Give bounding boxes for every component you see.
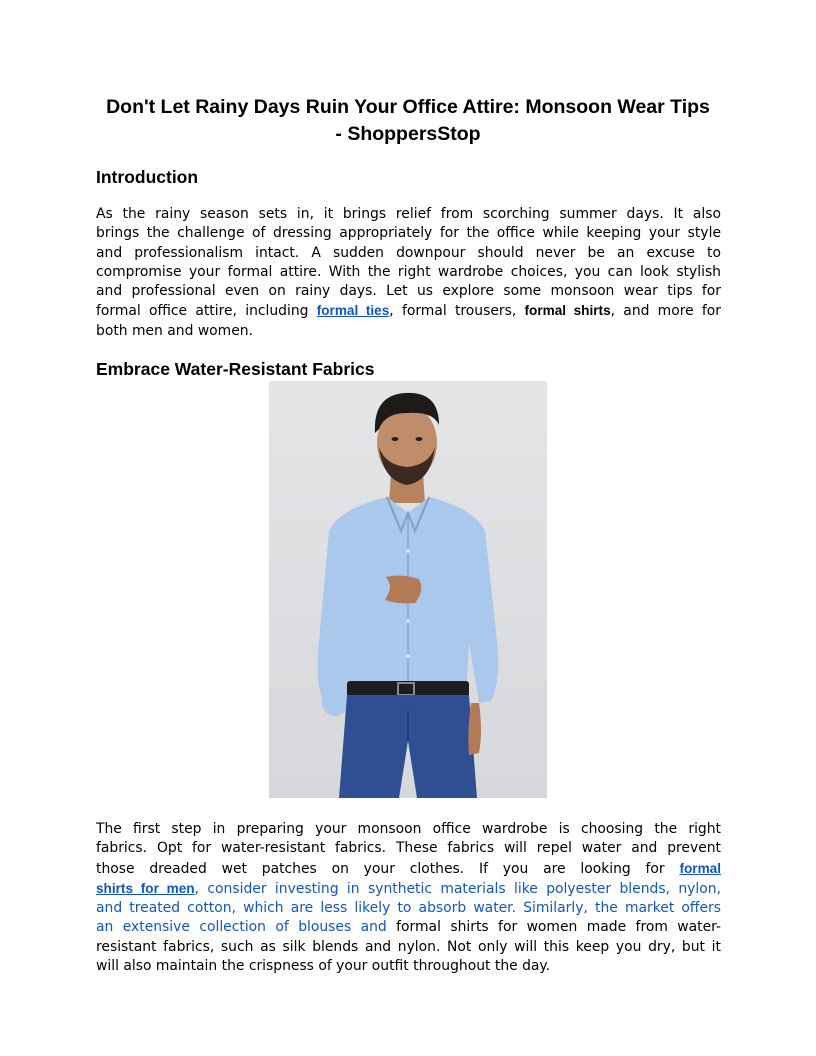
title-line-1: Don't Let Rainy Days Ruin Your Office Attire: Monsoon Wear Tips bbox=[106, 96, 710, 118]
body-text-blue: an extensive collection of blouses and bbox=[96, 919, 397, 936]
intro-line: and professional even on rainy days. Let us explore some monsoon wear tips for bbox=[96, 283, 721, 300]
body-line: will also maintain the crispness of your outfit throughout the day. bbox=[96, 958, 551, 975]
formal-shirts-for-men-link-cont[interactable]: shirts for men bbox=[96, 880, 195, 896]
intro-text: , and more for bbox=[610, 303, 721, 320]
body-line bbox=[96, 918, 721, 937]
body-text-blue: , consider investing in synthetic materials like polyester blends, nylon, bbox=[194, 880, 721, 897]
formal-ties-link[interactable]: formal ties bbox=[316, 303, 390, 319]
intro-line: brings the challenge of dressing appropriately for the office while keeping your style bbox=[96, 225, 721, 242]
formal-shirts-bold: formal shirts bbox=[524, 303, 611, 319]
intro-line: and professionalism intact. A sudden downpour should never be an excuse to bbox=[96, 244, 721, 261]
model-illustration bbox=[269, 381, 547, 798]
intro-heading: Introduction bbox=[96, 167, 199, 187]
body-paragraph bbox=[96, 820, 721, 976]
body-line bbox=[96, 859, 721, 879]
intro-text: , formal trousers, bbox=[389, 303, 525, 320]
page-title bbox=[96, 94, 720, 148]
formal-shirts-for-men-link[interactable]: formal bbox=[679, 860, 721, 876]
title-line-2: - ShoppersStop bbox=[335, 123, 481, 145]
product-photo bbox=[269, 381, 547, 798]
intro-line: both men and women. bbox=[96, 322, 253, 339]
intro-text: formal office attire, including bbox=[96, 303, 317, 320]
body-line bbox=[96, 879, 721, 899]
body-line: resistant fabrics, such as silk blends and nylon. Not only will this keep you dry, but it bbox=[96, 938, 721, 955]
body-line: The first step in preparing your monsoon office wardrobe is choosing the right bbox=[96, 821, 721, 837]
intro-line: compromise your formal attire. With the right wardrobe choices, you can look stylish bbox=[96, 263, 721, 280]
body-line: fabrics. Opt for water-resistant fabrics. These fabrics will repel water and prevent bbox=[96, 840, 721, 857]
intro-paragraph bbox=[96, 205, 721, 341]
intro-line bbox=[96, 301, 721, 321]
body-text: those dreaded wet patches on your clothes. If you are looking for bbox=[96, 860, 680, 877]
body-line: and treated cotton, which are less likely to absorb water. Similarly, the market offers bbox=[96, 900, 721, 917]
section-heading: Embrace Water-Resistant Fabrics bbox=[96, 359, 375, 379]
intro-line: As the rainy season sets in, it brings relief from scorching summer days. It also bbox=[96, 206, 721, 222]
body-text: formal shirts for women made from water- bbox=[396, 919, 721, 936]
